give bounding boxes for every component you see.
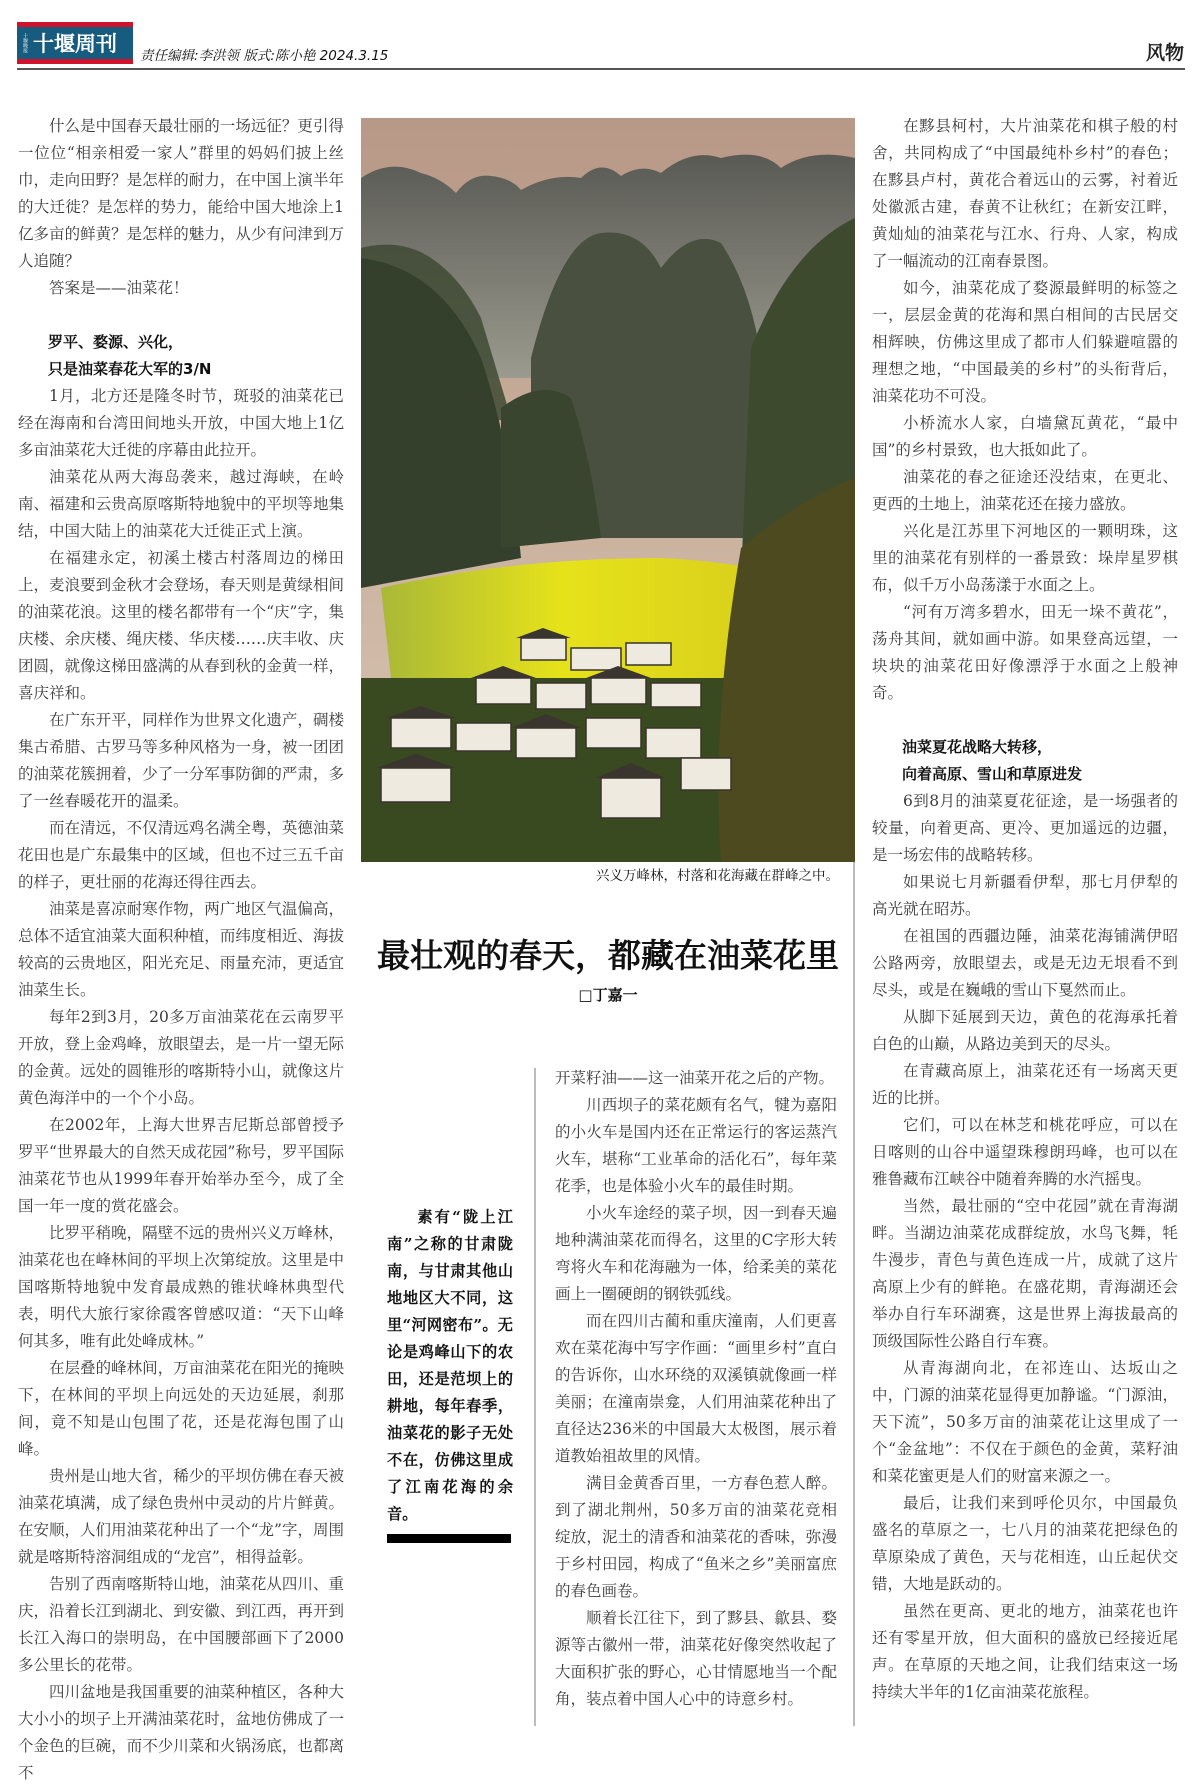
header-rule [17,68,1185,70]
paragraph: 油菜花的春之征途还没结束，在更北、更西的土地上，油菜花还在接力盛放。 [872,468,1178,513]
column-right [872,113,1178,1726]
paragraph: 答案是——油菜花！ [49,279,189,297]
editor-credit: 责任编辑:李洪领 版式:陈小艳 2024.3.15 [140,48,389,64]
paragraph: 兴化是江苏里下河地区的一颗明珠，这里的油菜花有别样的一番景致：垛岸星罗棋布，似千万小岛荡漾于水面之上。 [872,522,1178,594]
paragraph: 在2002年，上海大世界吉尼斯总部曾授予罗平“世界最大的自然天成花园”称号，罗平国际油菜花节也从1999年春开始举办至今，成了全国一年一度的赏花盛会。 [18,1116,344,1215]
paragraph: 6到8月的油菜夏花征途，是一场强者的较量，向着更高、更冷、更加遥远的边疆，是一场宏伟的战略转移。 [872,792,1178,864]
section-heading: 只是油菜春花大军的3/N [48,360,212,378]
feature-photo [361,118,855,862]
logo-text: 十堰周刊 [33,31,117,56]
logo-small-text: 十堰晚报 [22,33,28,53]
paragraph: 油菜是喜凉耐寒作物，两广地区气温偏高，总体不适宜油菜大面积种植，而纬度相近、海拔较高的云贵地区，阳光充足、雨量充沛，更适宜油菜生长。 [18,900,344,999]
paragraph: 在黟县柯村，大片油菜花和棋子般的村舍，共同构成了“中国最纯朴乡村”的春色；在黟县卢村，黄花合着远山的云雾，衬着近处徽派古建，春黄不让秋红；在新安江畔，黄灿灿的油菜花与江水、行舟、人家，构成了一幅流动的江南春景图。 [872,117,1178,270]
masthead-logo [17,22,133,64]
paragraph: 从青海湖向北，在祁连山、达坂山之中，门源的油菜花显得更加静谧。“门源油，天下流”，50多万亩的油菜花让这里成了一个“金盆地”：不仅在于颜色的金黄，菜籽油和菜花蜜更是人们的财富来源之一。 [872,1359,1178,1485]
paragraph: 川西坝子的菜花颇有名气，犍为嘉阳的小火车是国内还在正常运行的客运蒸汽火车，堪称“工业革命的活化石”，每年菜花季，也是体验小火车的最佳时期。 [555,1096,837,1195]
paragraph: 满目金黄香百里，一方春色惹人醉。到了湖北荆州，50多万亩的油菜花竞相绽放，泥土的清香和油菜花的香味，弥漫于乡村田园，构成了“鱼米之乡”美丽富庶的春色画卷。 [555,1474,837,1600]
paragraph: 1月，北方还是隆冬时节，斑驳的油菜花已经在海南和台湾田间地头开放，中国大地上1亿多亩油菜花大迁徙的序幕由此拉开。 [18,387,344,459]
paragraph: 告别了西南喀斯特山地，油菜花从四川、重庆，沿着长江到湖北、到安徽、到江西，再开到长江入海口的崇明岛，在中国腰部画下了2000多公里长的花带。 [18,1575,344,1674]
paragraph: 每年2到3月，20多万亩油菜花在云南罗平开放，登上金鸡峰，放眼望去，是一片一望无际的金黄。远处的圆锥形的喀斯特小山，就像这片黄色海洋中的一个个小岛。 [18,1008,344,1107]
paragraph: 贵州是山地大省，稀少的平坝仿佛在春天被油菜花填满，成了绿色贵州中灵动的片片鲜黄。在安顺，人们用油菜花种出了一个“龙”字，周围就是喀斯特溶洞组成的“龙宫”，相得益彰。 [18,1467,344,1566]
paragraph: 虽然在更高、更北的地方，油菜花也许还有零星开放，但大面积的盛放已经接近尾声。在草原的天地之间，让我们结束这一场持续大半年的1亿亩油菜花旅程。 [872,1602,1178,1701]
paragraph: 比罗平稍晚，隔壁不远的贵州兴义万峰林，油菜花也在峰林间的平坝上次第绽放。这里是中国喀斯特地貌中发育最成熟的锥状峰林典型代表，明代大旅行家徐霞客曾感叹道：“天下山峰何其多，唯有此处峰成林。” [18,1224,344,1350]
spacer [872,707,1178,734]
column-left [18,113,344,1782]
section-label: 风物 [1145,42,1184,64]
paragraph: 如果说七月新疆看伊犁，那七月伊犁的高光就在昭苏。 [872,873,1178,918]
paragraph: 而在四川古蔺和重庆潼南，人们更喜欢在菜花海中写字作画：“画里乡村”直白的告诉你，山水环绕的双溪镇就像画一样美丽；在潼南崇龛，人们用油菜花种出了直径达236米的中国最大太极图，展示着道教始祖故里的风情。 [555,1312,837,1465]
paragraph: 开菜籽油——这一油菜开花之后的产物。 [555,1069,835,1087]
section-heading: 向着高原、雪山和草原进发 [902,765,1083,783]
paragraph: 在福建永定，初溪土楼古村落周边的梯田上，麦浪要到金秋才会登场，春天则是黄绿相间的油菜花浪。这里的楼名都带有一个“庆”字，集庆楼、余庆楼、绳庆楼、华庆楼……庆丰收、庆团圆，就像这梯田盛满的从春到秋的金黄一样，喜庆祥和。 [18,549,344,702]
section-heading: 油菜夏花战略大转移， [902,738,1053,756]
paragraph: “河有万湾多碧水，田无一垛不黄花”，荡舟其间，就如画中游。如果登高远望，一块块的油菜花田好像漂浮于水面之上般神奇。 [872,603,1178,702]
paragraph: 它们，可以在林芝和桃花呼应，可以在日喀则的山谷中遥望珠穆朗玛峰，也可以在雅鲁藏布江峡谷中随着奔腾的水汽摇曳。 [872,1116,1178,1188]
paragraph: 而在清远，不仅清远鸡名满全粤，英德油菜花田也是广东最集中的区域，但也不过三五千亩的样子，更壮丽的花海还得往西去。 [18,819,344,891]
paragraph: 小桥流水人家，白墙黛瓦黄花，“最中国”的乡村景致，也大抵如此了。 [872,414,1178,459]
column-middle [555,1065,837,1726]
spacer [18,302,344,329]
paragraph: 在层叠的峰林间，万亩油菜花在阳光的掩映下，在林间的平坝上向远处的天边延展，刹那间，竟不知是山包围了花，还是花海包围了山峰。 [18,1359,344,1458]
paragraph: 油菜花从两大海岛袭来，越过海峡，在岭南、福建和云贵高原喀斯特地貌中的平坝等地集结，中国大陆上的油菜花大迁徙正式上演。 [18,468,344,540]
section-heading: 罗平、婺源、兴化， [48,333,184,351]
sidebar-bar [387,1534,511,1543]
paragraph: 从脚下延展到天边，黄色的花海承托着白色的山巅，从路边美到天的尽头。 [872,1008,1178,1053]
sidebar [387,1204,513,1543]
article-title: 最壮观的春天，都藏在油菜花里 [377,936,839,975]
paragraph: 在祖国的西疆边陲，油菜花海铺满伊昭公路两旁，放眼望去，或是无边无垠看不到尽头，或是在巍峨的雪山下戛然而止。 [872,927,1178,999]
paragraph: 在广东开平，同样作为世界文化遗产，碉楼集古希腊、古罗马等多种风格为一身，被一团团的油菜花簇拥着，少了一分军事防御的严肃，多了一丝春暖花开的温柔。 [18,711,344,810]
photo-caption: 兴义万峰林，村落和花海藏在群峰之中。 [596,868,839,884]
paragraph: 小火车途经的菜子坝，因一到春天遍地种满油菜花而得名，这里的C字形大转弯将火车和花海融为一体，给柔美的菜花画上一圈硬朗的钢铁弧线。 [555,1204,837,1303]
sidebar-quote: 素有“陇上江南”之称的甘肃陇南，与甘肃其他山地地区大不同，这里“河网密布”。无论是鸡峰山下的农田，还是范坝上的耕地，每年春季，油菜花的影子无处不在，仿佛这里成了江南花海的余音。 [387,1208,513,1523]
article-byline: □丁嘉一 [578,986,638,1004]
paragraph: 最后，让我们来到呼伦贝尔，中国最负盛名的草原之一，七八月的油菜花把绿色的草原染成了黄色，天与花相连，山丘起伏交错，大地是跃动的。 [872,1494,1178,1593]
paragraph: 四川盆地是我国重要的油菜种植区，各种大大小小的坝子上开满油菜花时，盆地仿佛成了一个金色的巨碗，而不少川菜和火锅汤底，也都离不 [18,1683,344,1782]
paragraph: 当然，最壮丽的“空中花园”就在青海湖畔。当湖边油菜花成群绽放，水鸟飞舞，牦牛漫步，青色与黄色连成一片，成就了这片高原上少有的鲜艳。在盛花期，青海湖还会举办自行车环湖赛，这是世界上海拔最高的顶级国际性公路自行车赛。 [872,1197,1178,1350]
paragraph: 什么是中国春天最壮丽的一场远征？更引得一位位“相亲相爱一家人”群里的妈妈们披上丝巾，走向田野？是怎样的耐力，在中国上演半年的大迁徙？是怎样的势力，能给中国大地涂上1亿多亩的鲜黄？是怎样的魅力，从少有问津到万人追随？ [18,117,344,270]
paragraph: 如今，油菜花成了婺源最鲜明的标签之一，层层金黄的花海和黑白相间的古民居交相辉映，仿佛这里成了都市人们躲避喧嚣的理想之地，“中国最美的乡村”的头衔背后，油菜花功不可没。 [872,279,1178,405]
paragraph: 在青藏高原上，油菜花还有一场离天更近的比拼。 [872,1062,1178,1107]
paragraph: 顺着长江往下，到了黟县、歙县、婺源等古徽州一带，油菜花好像突然收起了大面积扩张的野心，心甘情愿地当一个配角，装点着中国人心中的诗意乡村。 [555,1609,837,1708]
column-divider [534,1068,536,1726]
